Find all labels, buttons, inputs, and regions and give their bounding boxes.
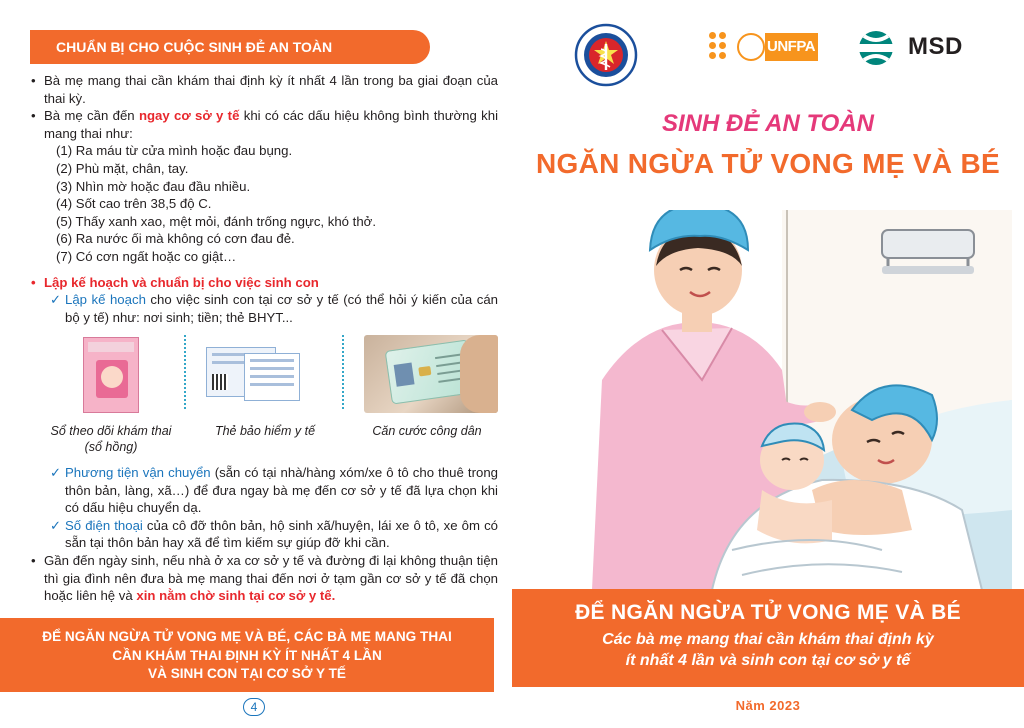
checkmark-icon: ✓ (50, 465, 62, 480)
banner-subtitle: Các bà mẹ mang thai cần khám thai định kỳ ít nhất 4 lần và sinh con tại cơ sở y tế (602, 631, 934, 669)
ministry-of-health-logo (574, 22, 638, 88)
bullet-dot-icon: • (31, 274, 36, 290)
bullet-dot-icon: • (31, 552, 36, 568)
left-content-top (30, 72, 498, 326)
caption-health-insurance: Thẻ bảo hiểm y tế (214, 424, 316, 438)
highlight-wait-at-clinic: xin nằm chờ sinh tại cơ sở y tế. (136, 588, 336, 604)
unfpa-logo: UNFPA (709, 30, 814, 64)
bullet-dot-icon: • (31, 73, 36, 88)
plan-item: ✓ Lập kế hoạch cho việc sinh con tại cơ sở y tế (có thể hỏi ý kiến của cán bộ y tế) như: nơi sinh; tiền; thẻ BHYT... (50, 292, 498, 325)
right-banner (512, 589, 1024, 687)
checkmark-icon: ✓ (50, 517, 62, 533)
dotted-divider (342, 335, 344, 409)
sign-item: (1) Ra máu từ cửa mình hoặc đau bụng. (56, 143, 293, 159)
msd-emblem-icon (852, 30, 900, 66)
citizen-id-card-icon (364, 335, 498, 413)
caption-citizen-id: Căn cước công dân (372, 424, 482, 438)
document-images (30, 331, 500, 453)
dotted-divider (184, 335, 186, 409)
bullet-checkup: • Bà mẹ mang thai cần khám thai định kỳ ít nhất 4 lần trong ba giai đoạn của thai kỳ. (31, 73, 498, 106)
section-header: CHUẨN BỊ CHO CUỘC SINH ĐẺ AN TOÀN (30, 30, 430, 64)
left-banner: ĐỂ NGĂN NGỪA TỬ VONG MẸ VÀ BÉ, CÁC BÀ MẸ MANG THAI CẦN KHÁM THAI ĐỊNH KỲ ÍT NHẤT 4 LẦN VÀ SINH CON TẠI CƠ SỞ Y TẾ (0, 618, 494, 692)
unfpa-dots-icon (709, 32, 739, 62)
caption-pink-booklet: Sổ theo dõi khám thai (sổ hồng) (50, 424, 172, 454)
pink-booklet-icon (83, 337, 139, 413)
plan-heading: • Lập kế hoạch và chuẩn bị cho việc sinh con (31, 274, 319, 290)
bullet-stay-near-clinic: • Gần đến ngày sinh, nếu nhà ở xa cơ sở y tế và đường đi lại không thuận tiện thì gia đình nên đưa bà mẹ mang thai đến nơi ở tạm gần cơ sở y tế đã chọn hoặc liên hệ và xin nằm chờ sinh tại cơ sở y tế. (31, 552, 498, 604)
msd-logo: MSD (852, 30, 982, 66)
un-emblem-icon (737, 33, 765, 61)
sign-item: (3) Nhìn mờ hoặc đau đầu nhiều. (56, 178, 251, 194)
transport-item: ✓ Phương tiện vận chuyển (sẵn có tại nhà/hàng xóm/xe ô tô cho thuê trong thôn bản, làng, xã…) để đưa ngay bà mẹ đến cơ sở y tế đã lựa chọn khi có dấu hiệu chuyển dạ. (50, 465, 498, 516)
publication-year: Năm 2023 (735, 698, 801, 713)
right-page (512, 0, 1024, 728)
health-insurance-card-back-icon (244, 353, 300, 401)
title-prevent-death: NGĂN NGỪA TỬ VONG MẸ VÀ BÉ (536, 148, 1000, 179)
sign-item: (6) Ra nước ối mà không có cơn đau đẻ. (56, 231, 295, 247)
banner-title: ĐỂ NGĂN NGỪA TỬ VONG MẸ VÀ BÉ (575, 601, 961, 624)
sign-item: (5) Thấy xanh xao, mệt mỏi, đánh trống ngực, khó thở. (56, 213, 376, 229)
sign-item: (2) Phù mặt, chân, tay. (56, 160, 189, 176)
sign-item: (4) Sốt cao trên 38,5 độ C. (56, 196, 212, 212)
bullet-go-to-clinic: • Bà mẹ cần đến ngay cơ sở y tế khi có các dấu hiệu không bình thường khi mang thai như: (31, 108, 498, 141)
mother-newborn-nurse-illustration (582, 210, 1012, 590)
page-number: 4 (243, 698, 265, 716)
bullet-dot-icon: • (31, 108, 36, 124)
checkmark-icon: ✓ (50, 292, 62, 308)
left-content-bottom (30, 464, 498, 605)
title-safe-birth: SINH ĐẺ AN TOÀN (661, 110, 874, 137)
highlight-clinic: ngay cơ sở y tế (138, 108, 240, 124)
phone-item: ✓ Số điện thoại của cô đỡ thôn bản, hộ sinh xã/huyện, lái xe ô tô, xe ôm có sẵn tại thôn bản hay xã để tìm kiếm sự giúp đỡ khi cần. (50, 517, 498, 551)
sign-item: (7) Có cơn ngất hoặc co giật… (56, 248, 237, 264)
